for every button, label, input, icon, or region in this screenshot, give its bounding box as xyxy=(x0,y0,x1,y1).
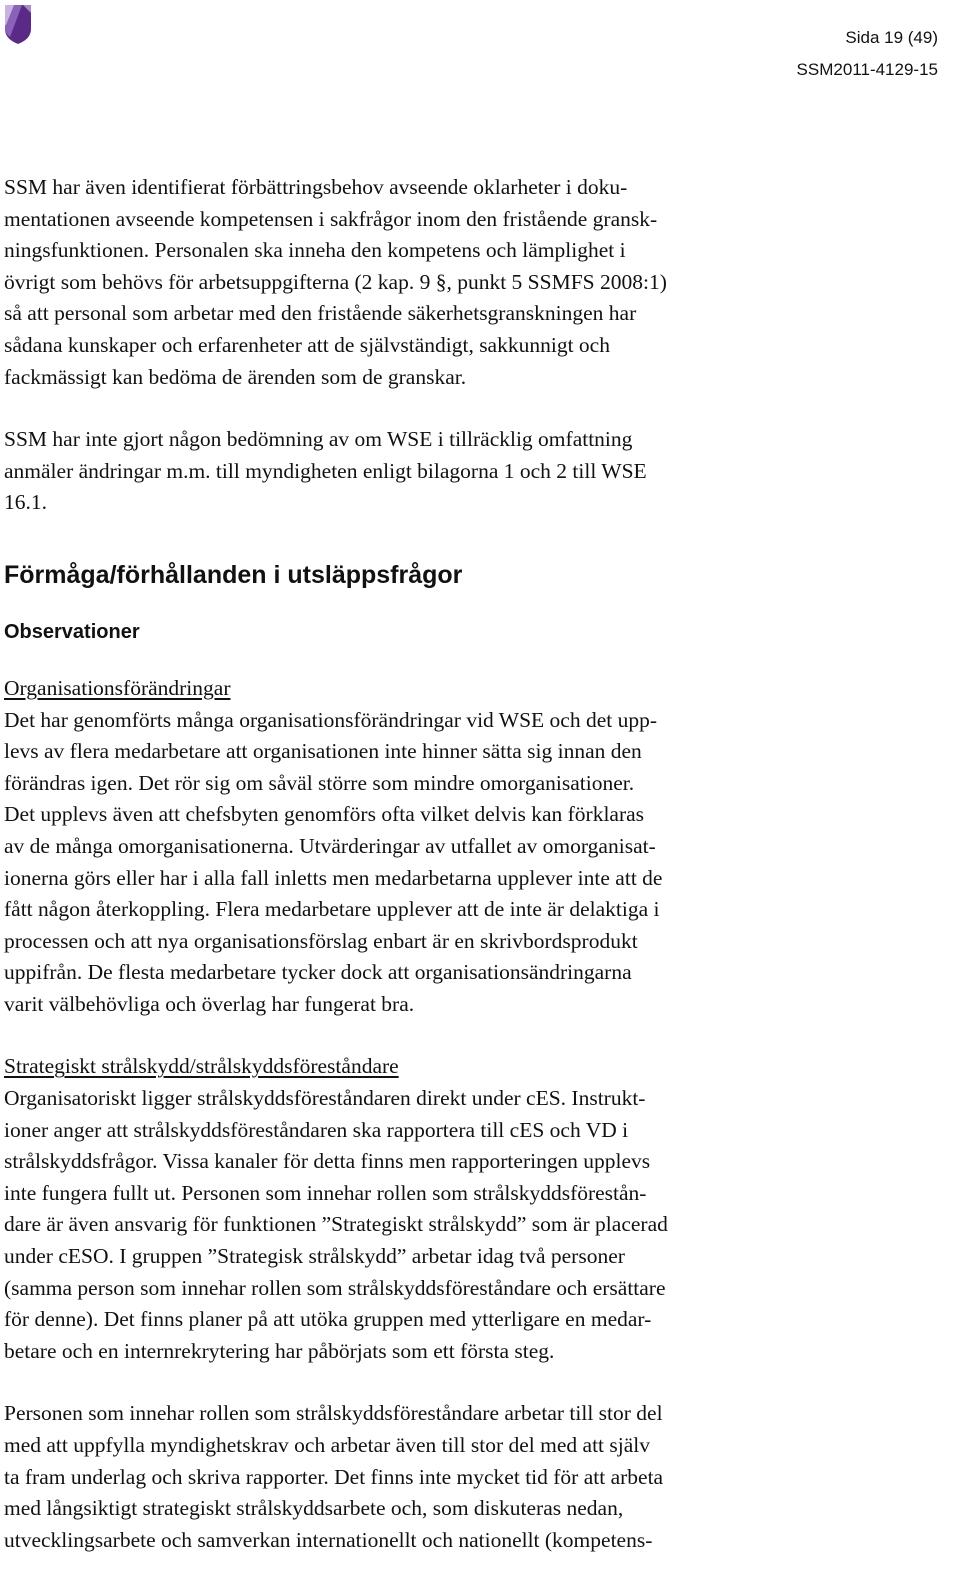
paragraph-competence: SSM har även identifierat förbättringsbehov avseende oklarheter i doku- mentationen avseende kompetensen i sakfrågor inom den fristående gransk- ningsfunktionen. Personalen ska inneha den kompetens och lämplighet i övrigt som behövs för arbetsuppgifterna (2 kap. 9 §, punkt 5 SSMFS 2008:1) så att personal som arbetar med den fristående säkerhetsgranskningen har sådana kunskaper och erfarenheter att de självständigt, sakkunnigt och fackmässigt kan bedöma de ärenden som de granskar. xyxy=(4,175,667,389)
org-changes-title: Organisationsförändringar xyxy=(4,675,231,700)
page-number: Sida 19 (49) xyxy=(845,28,938,47)
observations-heading: Observationer xyxy=(4,620,140,643)
page-header xyxy=(797,22,938,86)
document-body xyxy=(4,172,844,1556)
paragraph-notification: SSM har inte gjort någon bedömning av om WSE i tillräcklig omfattning anmäler ändringar m.m. till myndigheten enligt bilagorna 1 och 2 till WSE 16.1. xyxy=(4,427,647,515)
radiation-text: Organisatoriskt ligger strålskyddsföreståndaren direkt under cES. Instrukt- ioner anger att strålskyddsföreståndaren ska rapportera till cES och VD i strålskyddsfrågor. Vissa kanaler för detta finns men rapporteringen upplevs inte fungera fullt ut. Personen som innehar rollen som strålskyddsförestån- dare är även ansvarig för funktionen ”Strategiskt strålskydd” som är placerad under cESO. I gruppen ”Strategisk strålskydd” arbetar idag två personer (samma person som innehar rollen som strålskyddsföreståndare och ersättare för denne). Det finns planer på att utöka gruppen med ytterligare en medar- betare och en internrekrytering har påbörjats som ett första steg. xyxy=(4,1086,668,1363)
document-id: SSM2011-4129-15 xyxy=(796,60,938,79)
ssm-logo-icon xyxy=(4,3,32,45)
section-heading: Förmåga/förhållanden i utsläppsfrågor xyxy=(4,560,463,589)
radiation-title: Strategiskt strålskydd/strålskyddsföreståndare xyxy=(4,1054,399,1079)
org-changes-text: Det har genomförts många organisationsförändringar vid WSE och det upp- levs av flera medarbetare att organisationen inte hinner sätta sig innan den förändras igen. Det rör sig om såväl större som mindre omorganisationer. Det upplevs även att chefsbyten genomförs ofta vilket delvis kan förklaras av de många omorganisationerna. Utvärderingar av utfallet av omorganisat- ionerna görs eller har i alla fall inletts men medarbetarna upplever inte att de fått någon återkoppling. Flera medarbetare upplever att de inte är delaktiga i processen och att nya organisationsförslag enbart är en skrivbordsprodukt uppifrån. De flesta medarbetare tycker dock att organisationsändringarna varit välbehövliga och överlag har fungerat bra. xyxy=(4,707,663,1016)
radiation-text-2: Personen som innehar rollen som strålskyddsföreståndare arbetar till stor del med att uppfylla myndighetskrav och arbetar även till stor del med att själv ta fram underlag och skriva rapporter. Det finns inte mycket tid för att arbeta med långsiktigt strategiskt strålskyddsarbete och, som diskuteras nedan, utvecklingsarbete och samverkan internationellt och nationellt (kompetens- xyxy=(4,1401,664,1552)
